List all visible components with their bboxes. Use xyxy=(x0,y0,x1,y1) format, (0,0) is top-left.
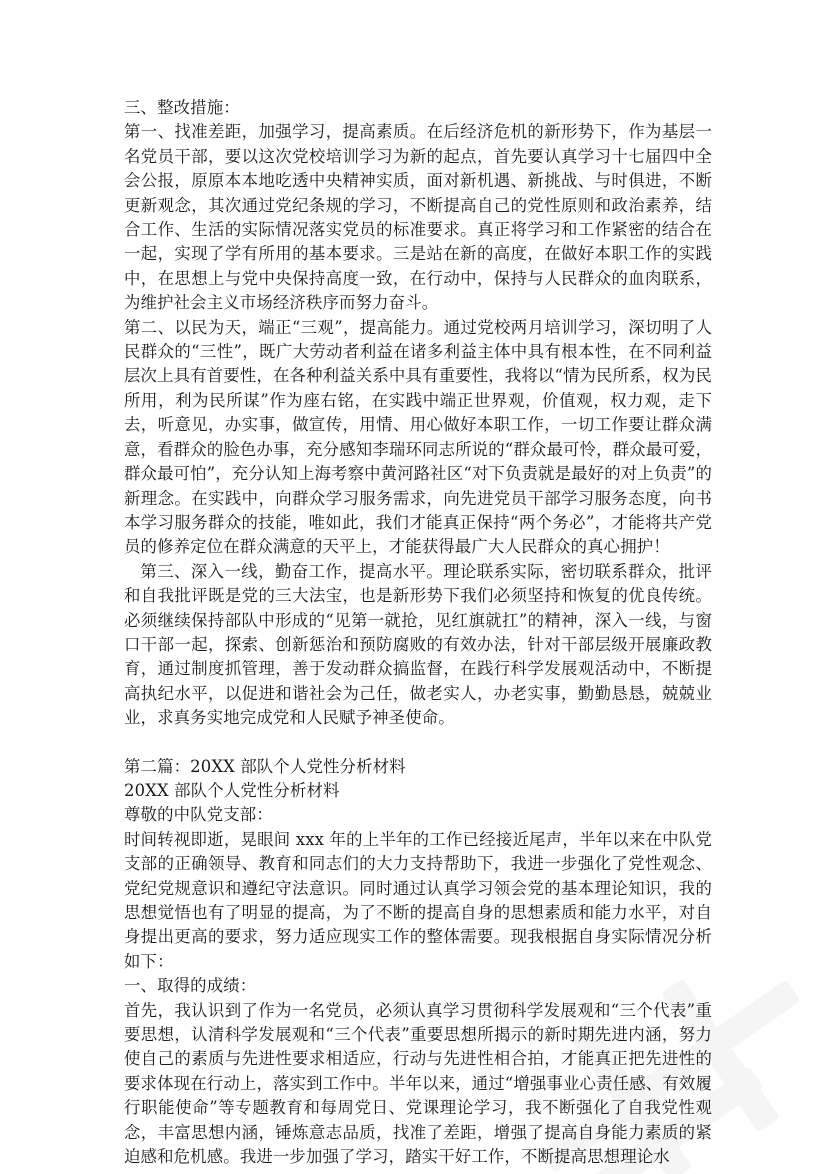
chapter-heading-two: 第二篇：20XX 部队个人党性分析材料 xyxy=(124,756,406,776)
chapter-subtitle: 20XX 部队个人党性分析材料 xyxy=(124,780,340,800)
paragraph-intro: 时间转视即逝，晃眼间 xxx 年的上半年的工作已经接近尾声，半年以来在中队党支部的正确领导、教育和同志们的大力支持帮助下，我进一步强化了党性观念、党纪党规意识和遵纪守法意识。同时通过认真学习领会党的基本理论知识，我的思想觉悟也有了明显的提高，为了不断的提高自身的思想素质和能力水平，对自身提出更高的要求，努力适应现实工作的整体需要。现我根据自身实际情况分析如下： xyxy=(124,829,712,971)
paragraph-measure-two: 第二、以民为天，端正“三观”，提高能力。通过党校两月培训学习，深切明了人民群众的“三性”，既广大劳动者利益在诸多利益主体中具有根本性，在不同利益层次上具有首要性，在各种利益关系中具有重要性，我将以“情为民所系，权为民所用，利为民所谋”作为座右铭，在实践中端正世界观，价值观，权力观，走下去，听意见，办实事，做宣传，用情、用心做好本职工作，一切工作要让群众满意，看群众的脸色办事，充分感知李瑞环同志所说的“群众最可怜，群众最可爱，群众最可怕”，充分认知上海考察中黄河路社区“对下负责就是最好的对上负责”的新理念。在实践中，向群众学习服务需求，向先进党员干部学习服务态度，向书本学习服务群众的技能，唯如此，我们才能真正保持“两个务必”，才能将共产党员的修养定位在群众满意的天平上，才能获得最广大人民群众的真心拥护！ xyxy=(124,317,712,557)
document-body xyxy=(124,96,712,1169)
paragraph-measure-one: 第一、找准差距，加强学习，提高素质。在后经济危机的新形势下，作为基层一名党员干部，要以这次党校培训学习为新的起点，首先要认真学习十七届四中全会公报，原原本本地吃透中央精神实质，面对新机遇、新挑战、与时俱进，不断更新观念，其次通过党纪条规的学习，不断提高自己的党性原则和政治素养，结合工作、生活的实际情况落实党员的标准要求。真正将学习和工作紧密的结合在一起，实现了学有所用的基本要求。三是站在新的高度，在做好本职工作的实践中，在思想上与党中央保持高度一致，在行动中，保持与人民群众的血肉联系，为维护社会主义市场经济秩序而努力奋斗。 xyxy=(124,122,712,313)
section-heading-rectification: 三、整改措施： xyxy=(124,98,240,117)
subheading-achievements: 一、取得的成绩： xyxy=(124,976,257,996)
salutation: 尊敬的中队党支部： xyxy=(124,805,273,825)
paragraph-measure-three: 第三、深入一线，勤奋工作，提高水平。理论联系实际，密切联系群众，批评和自我批评既是党的三大法宝，也是新形势下我们必须坚持和恢复的优良传统。必须继续保持部队中形成的“见第一就抢，见红旗就扛”的精神，深入一线，与窗口干部一起，探索、创新惩治和预防腐败的有效办法，针对干部层级开展廉政教育，通过制度抓管理，善于发动群众搞监督，在践行科学发展观活动中，不断提高执纪水平，以促进和谐社会为己任，做老实人，办老实事，勤勤恳恳，兢兢业业，求真务实地完成党和人民赋予神圣使命。 xyxy=(124,561,712,728)
paragraph-achievements: 首先，我认识到了作为一名党员，必须认真学习贯彻科学发展观和“三个代表”重要思想，认清科学发展观和“三个代表”重要思想所揭示的新时期先进内涵，努力使自己的素质与先进性要求相适应，行动与先进性相合拍，才能真正把先进性的要求体现在行动上，落实到工作中。半年以来，通过“增强事业心责任感、有效履行职能使命”等专题教育和每周党日、党课理论学习，我不断强化了自我党性观念，丰富思想内涵，锤炼意志品质，找准了差距，增强了提高自身能力素质的紧迫感和危机感。我进一步加强了学习，踏实干好工作，不断提高思想理论水 xyxy=(124,1000,712,1167)
section-spacer xyxy=(124,731,712,755)
